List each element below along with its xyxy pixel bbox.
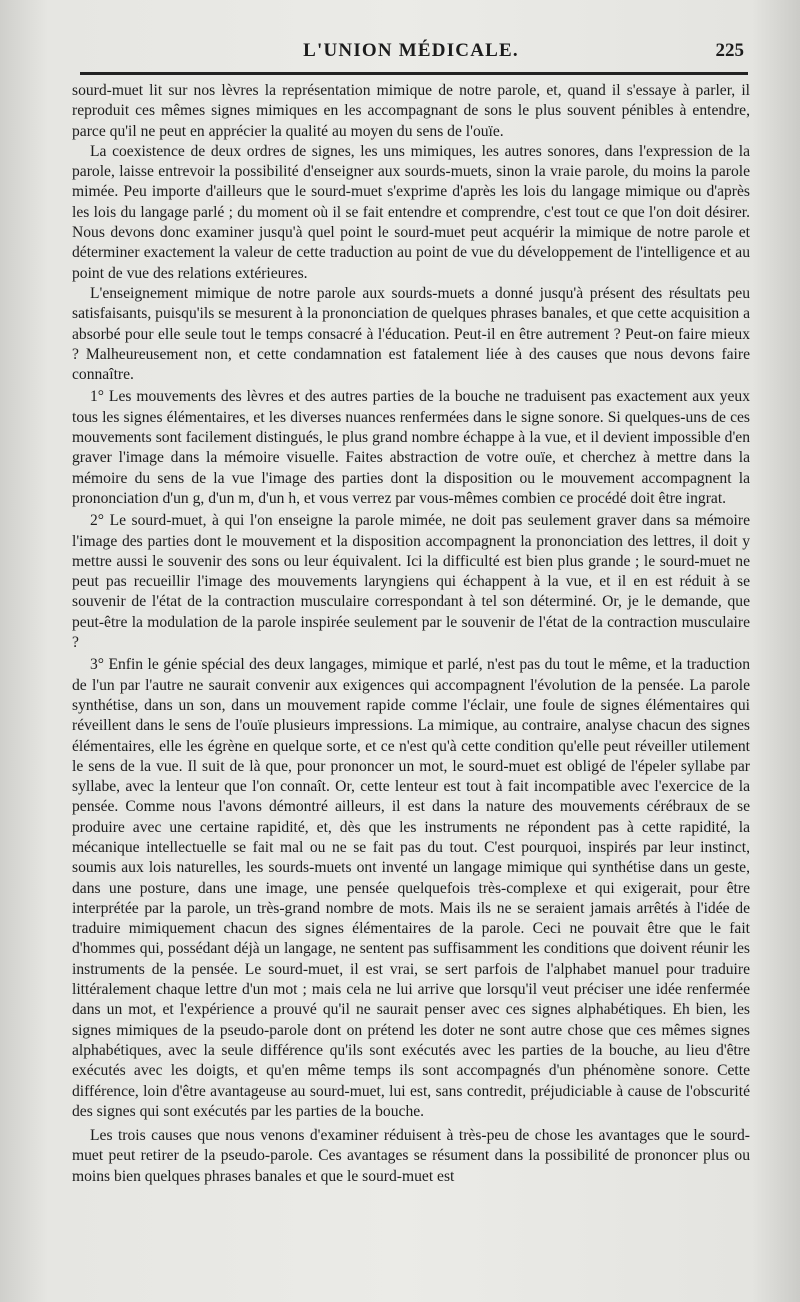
running-title: L'UNION MÉDICALE.: [303, 40, 519, 61]
paragraph-conclusion: Les trois causes que nous venons d'examiner réduisent à très-peu de chose les avantages que le sourd-muet peut retirer de la pseudo-parole. Ces avantages se résument dans la possibilité de prononcer plus ou moins bien quelques phrases banales et que le sourd-muet est: [72, 1127, 750, 1185]
paragraph-point-3: 3° Enfin le génie spécial des deux langages, mimique et parlé, n'est pas du tout le même, et la traduction de l'un par l'autre ne saurait convenir aux exigences qui accompagnent l'évolution de la pensée. La parole synthétise, dans un son, dans un mouvement rapide comme l'éclair, une foule de signes élémentaires qui réveillent dans le sens de l'ouïe plusieurs impressions. La mimique, au contraire, analyse chacun des signes élémentaires, elle les égrène en quelque sorte, et ce n'est qu'à cette condition qu'elle peut réveiller utilement le sens de la vue. Il suit de là que, pour prononcer un mot, le sourd-muet est obligé de l'épeler syllabe par syllabe, avec la lenteur que l'on connaît. Or, cette lenteur est tout à fait incompatible avec l'exercice de la pensée. Comme nous l'avons démontré ailleurs, il est dans la nature des mouvements cérébraux de se produire avec une certaine rapidité, et, dès que les instruments ne répondent pas à cette rapidité, la mécanique intellectuelle se fait mal ou ne se fait pas du tout. C'est pourquoi, inspirés par leur instinct, soumis aux lois naturelles, les sourds-muets ont inventé un langage mimique qui synthétise dans un geste, dans une posture, dans une image, une pensée quelquefois très-complexe et qui exigerait, pour être interprétée par la parole, un très-grand nombre de mots. Mais ils ne se seraient jamais arrêtés à l'idée de traduire mimiquement chacun des signes élémentaires de la parole. Ceci ne pouvait être que le fait d'hommes qui, possédant déjà un langage, ne sentent pas suffisamment les conditions que doivent réunir les instruments de la pensée. Le sourd-muet, il est vrai, se sert parfois de l'alphabet manuel pour traduire littéralement chaque lettre d'un mot ; mais cela ne lui arrive que lorsqu'il veut préciser une idée renfermée dans un mot, et l'expérience a prouvé qu'il ne saurait penser avec ces signes alphabétiques. Eh bien, les signes mimiques de la pseudo-parole dont on prétend les doter ne sont autre chose que ces mêmes signes alphabétiques, avec la seule différence qu'ils sont exécutés avec les parties de la bouche, au lieu d'être exécutés avec les doigts, et qu'en même temps ils sont accompagnés d'un phénomène sonore. Cette différence, loin d'être avantageuse au sourd-muet, lui est, sans contredit, préjudiciable à cause de l'obscurité des signes qui sont exécutés par les parties de la bouche.: [72, 656, 750, 1120]
paragraph-point-1: 1° Les mouvements des lèvres et des autres parties de la bouche ne traduisent pas exactement aux yeux tous les signes élémentaires, et les diverses nuances renfermées dans le signe sonore. Si quelques-uns de ces mouvements sont facilement distingués, le plus grand nombre échappe à la vue, et il devient impossible d'en graver l'image dans la mémoire visuelle. Faites abstraction de votre ouïe, et cherchez à mettre dans la mémoire du sens de la vue l'image des parties dont la disposition ou le mouvement accompagnent la prononciation d'un g, d'un m, d'un h, et vous verrez par vous-mêmes combien ce procédé doit être ingrat.: [72, 388, 750, 507]
paragraph-coexistence: La coexistence de deux ordres de signes, les uns mimiques, les autres sonores, dans l'expression de la parole, laisse entrevoir la possibilité d'enseigner aux sourds-muets, sinon la vraie parole, du moins la parole mimée. Peu importe d'ailleurs que le sourd-muet s'exprime d'après les lois du langage mimique ou d'après les lois du langage parlé ; du moment où il se fait entendre et comprendre, c'est tout ce que l'on doit désirer. Nous devons donc examiner jusqu'à quel point le sourd-muet peut acquérir la mimique de notre parole et déterminer exactement la valeur de cette traduction au point de vue du développement de l'intelligence et au point de vue des relations extérieures.: [72, 142, 750, 282]
paragraph-continuation: sourd-muet lit sur nos lèvres la représentation mimique de notre parole, et, quand il s'essaye à parler, il reproduit ces mêmes signes mimiques en les accompagnant de sons le plus souvent pénibles à entendre, parce qu'il ne peut en apprécier la qualité au moyen du sens de l'ouïe.: [72, 82, 750, 140]
paragraph-point-2: 2° Le sourd-muet, à qui l'on enseigne la parole mimée, ne doit pas seulement graver dans sa mémoire l'image des parties dont le mouvement et la disposition accompagnent la prononciation des lettres, il doit y mettre aussi le souvenir des sons ou leur équivalent. Ici la difficulté est bien plus grande ; le sourd-muet ne peut pas recueillir l'image des mouvements laryngiens qui échappent à la vue, et il en est réduit à se souvenir de l'état de la contraction musculaire correspondant à tel son déterminé. Or, je le demande, que peut-être la modulation de la parole inspirée seulement par le souvenir de l'état de la contraction musculaire ?: [72, 512, 750, 652]
page-number: 225: [715, 40, 744, 61]
header-rule: [80, 72, 748, 75]
page-header: [72, 30, 750, 72]
article-body: [72, 81, 750, 1187]
paragraph-enseignement: L'enseignement mimique de notre parole aux sourds-muets a donné jusqu'à présent des résultats peu satisfaisants, puisqu'ils se mesurent à la prononciation de quelques phrases banales, et que cette acquisition a absorbé pour elle seule tout le temps consacré à l'éducation. Peut-il en être autrement ? Peut-on faire mieux ? Malheureusement non, et cette condamnation est fatalement liée à des causes que nous devons faire connaître.: [72, 284, 750, 384]
